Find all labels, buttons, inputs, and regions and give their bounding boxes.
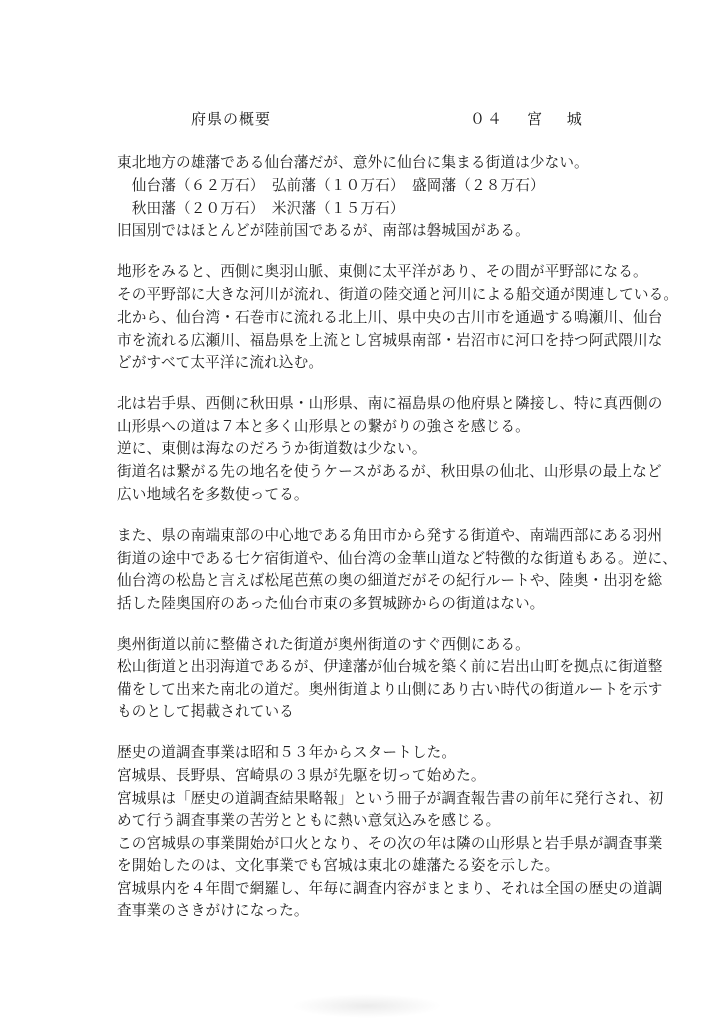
text-line: 逆に、東側は海なのだろうか街道数は少ない。 [117, 440, 427, 457]
text-line: 北から、仙台湾・石巻市に流れる北上川、県中央の古川市を通過する鳴瀬川、仙台 [117, 309, 663, 326]
text-line: ものとして掲載されている [117, 703, 294, 720]
text-line: 山形県への道は７本と多く山形県との繋がりの強さを感じる。 [117, 418, 530, 435]
text-line: 松山街道と出羽海道であるが、伊達藩が仙台城を築く前に岩出山町を拠点に街道整 [117, 658, 663, 675]
text-line: その平野部に大きな河川が流れ、街道の陸交通と河川による船交通が関連している。 [117, 286, 679, 303]
text-line: を開始したのは、文化事業でも宮城は東北の雄藩たる姿を示した。 [117, 857, 560, 874]
text-line: めて行う調査事業の苦労とともに熱い意気込みを感じる。 [117, 812, 501, 829]
text-line: 宮城県は「歴史の道調査結果略報」という冊子が調査報告書の前年に発行され、初 [117, 790, 664, 807]
prefecture-name: 宮 城 [527, 110, 592, 128]
document-number: ０４ [470, 110, 505, 128]
text-line: この宮城県の事業開始が口火となり、その次の年は隣の山形県と岩手県が調査事業 [117, 835, 663, 852]
text-line: 備をして出来た南北の道だ。奥州街道より山側にあり古い時代の街道ルートを示す [117, 681, 663, 698]
text-line: 街道の途中である七ケ宿街道や、仙台湾の金華山道など特徴的な街道もある。逆に、 [117, 550, 677, 567]
text-line: 市を流れる広瀬川、福島県を上流とし宮城県南部・岩沼市に河口を持つ阿武隈川な [117, 332, 663, 349]
text-line: 地形をみると、西側に奥羽山脈、東側に太平洋があり、その間が平野部になる。 [117, 263, 648, 280]
text-line: 仙台湾の松島と言えば松尾芭蕉の奥の細道だがその紀行ルートや、陸奥・出羽を総 [117, 572, 663, 589]
text-line: 旧国別ではほとんどが陸前国であるが、南部は磐城国がある。 [117, 222, 530, 239]
text-line: 街道名は繋がる先の地名を使うケースがあるが、秋田県の仙北、山形県の最上など [117, 463, 662, 480]
text-line: 括した陸奥国府のあった仙台市東の多賀城跡からの街道はない。 [117, 595, 545, 612]
text-line: 宮城県内を４年間で網羅し、年毎に調査内容がまとまり、それは全国の歴史の道調 [117, 880, 663, 897]
text-line: 奥州街道以前に整備された街道が奥州街道のすぐ西側にある。 [117, 636, 530, 653]
text-line: 秋田藩（２０万石） 米沢藩（１５万石） [117, 200, 405, 217]
text-line: 歴史の道調査事業は昭和５３年からスタートした。 [117, 744, 457, 761]
text-line: また、県の南端東部の中心地である角田市から発する街道や、南端西部にある羽州 [117, 527, 663, 544]
text-line: 仙台藩（６２万石） 弘前藩（１０万石） 盛岡藩（２８万石） [117, 177, 545, 194]
text-line: 宮城県、長野県、宮崎県の３県が先駆を切って始めた。 [117, 767, 486, 784]
text-line: 北は岩手県、西側に秋田県・山形県、南に福島県の他府県と隣接し、特に真西側の [117, 395, 663, 412]
text-line: 広い地域名を多数使ってる。 [117, 486, 309, 503]
text-line: 査事業のさきがけになった。 [117, 902, 309, 919]
page-title: 府県の概要 [191, 110, 272, 128]
text-line: 東北地方の雄藩である仙台藩だが、意外に仙台に集まる街道は少ない。 [117, 154, 589, 171]
scan-smudge [292, 994, 442, 1018]
text-line: どがすべて太平洋に流れ込む。 [117, 354, 324, 371]
